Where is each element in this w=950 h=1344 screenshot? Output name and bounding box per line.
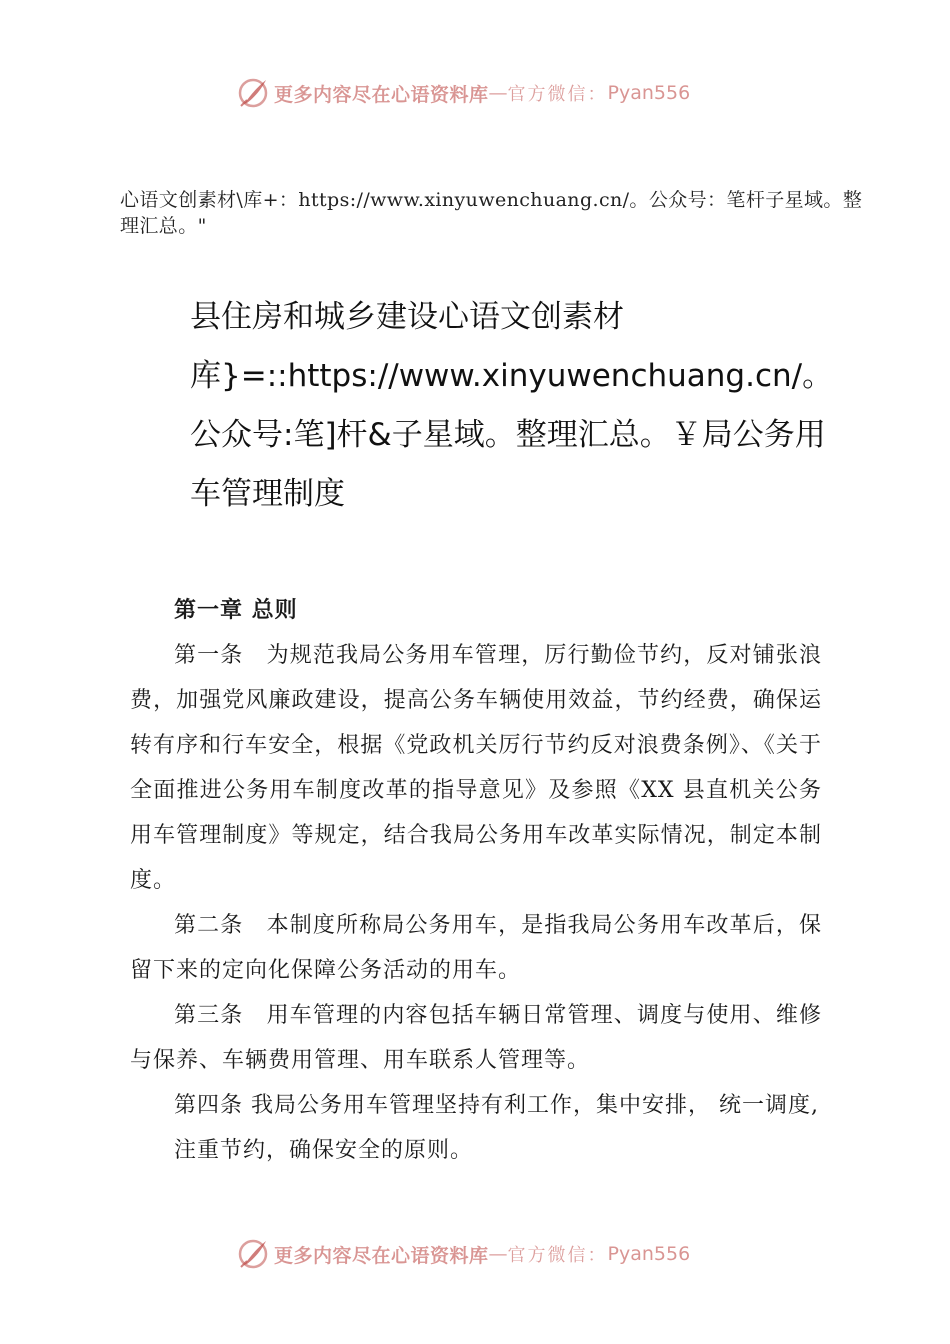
watermark-header	[236, 73, 690, 113]
document-title: 县住房和城乡建设心语文创素材库}=::https://www.xinyuwenchuang.cn/。公众号:笔]杆&子星域。整理汇总。￥局公务用车管理制度	[190, 299, 834, 512]
watermark-separator: —	[488, 1243, 508, 1265]
chapter-heading: 第一章 总则	[174, 597, 298, 623]
document-body	[130, 588, 822, 1173]
watermark-footer	[236, 1234, 690, 1274]
quill-logo-icon	[236, 76, 270, 110]
watermark-label: 官方微信：	[507, 84, 608, 105]
watermark-wechat-id: Pyan556	[607, 1243, 691, 1265]
article-4-continuation: 注重节约，确保安全的原则。	[174, 1138, 474, 1163]
watermark-main-text: 更多内容尽在心语资料库	[274, 83, 489, 106]
watermark-separator: —	[488, 82, 508, 104]
article-2: 第二条 本制度所称局公务用车，是指我局公务用车改革后，保留下来的定向化保障公务活动的用车。	[130, 913, 822, 983]
watermark-label: 官方微信：	[507, 1245, 608, 1266]
source-note: 心语文创素材\库+：https://www.xinyuwenchuang.cn/。公众号：笔杆子星域。整理汇总。"	[120, 189, 863, 237]
quill-logo-icon	[236, 1237, 270, 1271]
watermark-wechat-id: Pyan556	[607, 82, 691, 104]
article-3: 第三条 用车管理的内容包括车辆日常管理、调度与使用、维修与保养、车辆费用管理、用车联系人管理等。	[130, 1003, 822, 1073]
watermark-main-text: 更多内容尽在心语资料库	[274, 1244, 489, 1267]
article-4: 第四条 我局公务用车管理坚持有利工作，集中安排， 统一调度,	[174, 1093, 819, 1118]
article-1: 第一条 为规范我局公务用车管理，厉行勤俭节约，反对铺张浪费，加强党风廉政建设，提高公务车辆使用效益，节约经费，确保运转有序和行车安全，根据《党政机关厉行节约反对浪费条例》、《关于全面推进公务用车制度改革的指导意见》及参照《XX 县直机关公务用车管理制度》等规定，结合我局公务用车改革实际情况，制定本制度。	[130, 643, 822, 893]
